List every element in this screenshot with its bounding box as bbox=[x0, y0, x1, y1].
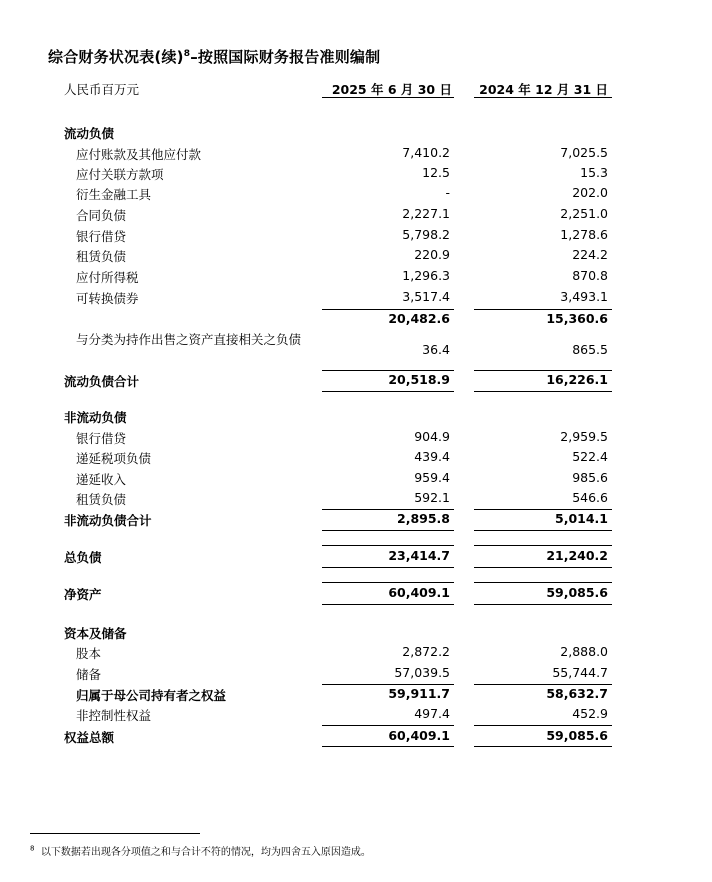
table-row: 股本 2,872.2 2,888.0 bbox=[76, 644, 608, 661]
total-rule bbox=[474, 567, 612, 568]
table-row: 应付关联方款项 12.5 15.3 bbox=[76, 165, 608, 182]
total-rule bbox=[474, 746, 612, 747]
total-row: 非流动负债合计 2,895.8 5,014.1 bbox=[64, 511, 608, 528]
table-row: 与分类为持作出售之资产直接相关之负债 36.4 865.5 bbox=[76, 332, 608, 357]
total-rule bbox=[474, 391, 612, 392]
column-header-2024: 2024 年 12 月 31 日 bbox=[479, 82, 608, 97]
table-row: 递延税项负债 439.4 522.4 bbox=[76, 449, 608, 466]
footnote: $^8$ 以下数据若出现各分项值之和与合计不符的情况，均为四舍五入原因造成。 bbox=[30, 844, 371, 858]
table-row: 应付账款及其他应付款 7,410.2 7,025.5 bbox=[76, 145, 608, 162]
table-row: 银行借贷 904.9 2,959.5 bbox=[76, 429, 608, 446]
total-equity-row: 权益总额 60,409.1 59,085.6 bbox=[64, 728, 608, 745]
section-heading-non-current-liabilities: 非流动负债 bbox=[64, 410, 127, 425]
table-row: 衍生金融工具 - 202.0 bbox=[76, 185, 608, 202]
footnote-divider bbox=[30, 833, 200, 834]
total-liabilities-row: 总负债 23,414.7 21,240.2 bbox=[64, 548, 608, 565]
table-row: 银行借贷 5,798.2 1,278.6 bbox=[76, 227, 608, 244]
total-rule bbox=[474, 604, 612, 605]
table-row: 可转换债券 3,517.4 3,493.1 bbox=[76, 289, 608, 306]
net-assets-row: 净资产 60,409.1 59,085.6 bbox=[64, 585, 608, 602]
total-rule bbox=[322, 567, 454, 568]
section-heading-current-liabilities: 流动负债 bbox=[64, 126, 115, 141]
column-header-2025: 2025 年 6 月 30 日 bbox=[331, 82, 452, 97]
total-row: 流动负债合计 20,518.9 16,226.1 bbox=[64, 372, 608, 389]
table-row: 应付所得税 1,296.3 870.8 bbox=[76, 268, 608, 285]
total-rule bbox=[322, 530, 454, 531]
table-row: 合同负债 2,227.1 2,251.0 bbox=[76, 206, 608, 223]
table-row: 递延收入 959.4 985.6 bbox=[76, 470, 608, 487]
footnote-reference: 8 bbox=[183, 49, 191, 59]
table-row: 租赁负债 592.1 546.6 bbox=[76, 490, 608, 507]
page-title: 综合财务状况表(续)$^8$–按照国际财务报告准则编制 bbox=[48, 48, 381, 66]
header-underline bbox=[322, 97, 454, 98]
section-heading-equity: 资本及储备 bbox=[64, 626, 127, 641]
table-row: 归属于母公司持有者之权益 59,911.7 58,632.7 bbox=[76, 686, 608, 703]
total-rule bbox=[322, 746, 454, 747]
table-row: 租赁负债 220.9 224.2 bbox=[76, 247, 608, 264]
subtotal-row: 20,482.6 15,360.6 bbox=[388, 311, 608, 326]
header-underline bbox=[474, 97, 612, 98]
table-row: 非控制性权益 497.4 452.9 bbox=[76, 706, 608, 723]
table-row: 储备 57,039.5 55,744.7 bbox=[76, 665, 608, 682]
total-rule bbox=[322, 604, 454, 605]
total-rule bbox=[322, 391, 454, 392]
currency-unit-label: 人民币百万元 bbox=[64, 82, 140, 97]
total-rule bbox=[474, 530, 612, 531]
